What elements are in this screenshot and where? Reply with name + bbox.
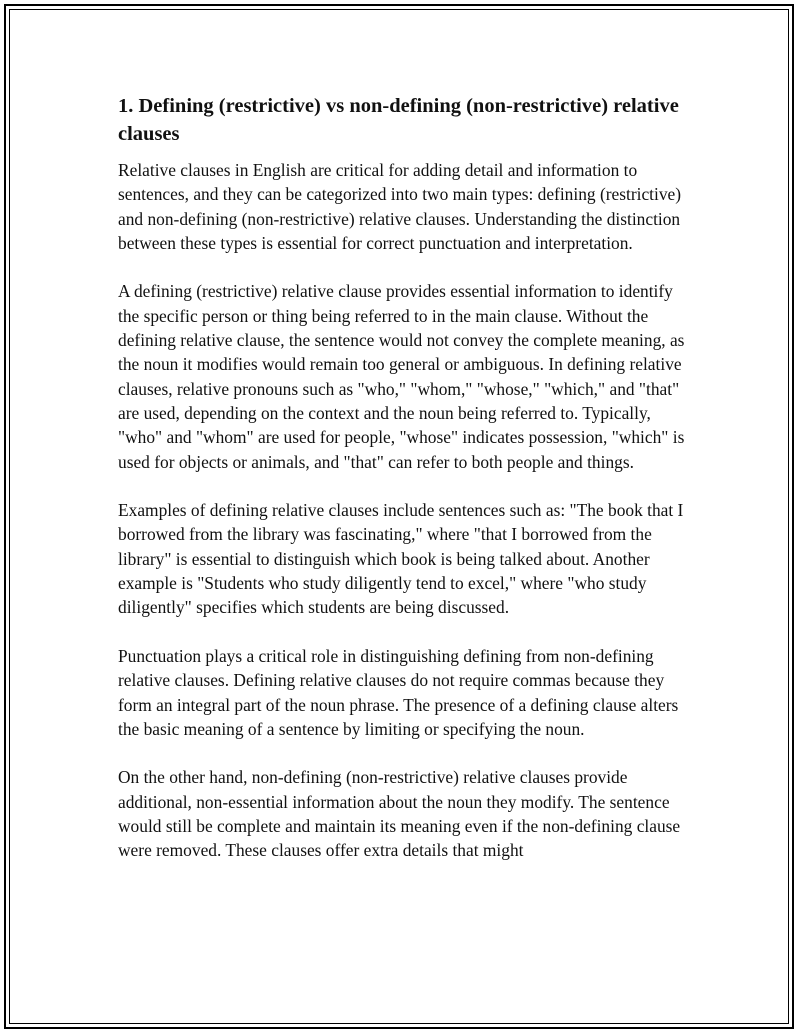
section-heading: 1. Defining (restrictive) vs non-defining (non-restrictive) relative clauses: [118, 95, 679, 145]
paragraph-punctuation: Punctuation plays a critical role in distinguishing defining from non-defining relative clauses. Defining relative clauses do not require commas because they form an integral part of the noun phrase. The presence of a defining clause alters the basic meaning of a sentence by limiting or specifying the noun.: [118, 645, 679, 739]
paragraph-intro: Relative clauses in English are critical for adding detail and information to sentences, and they can be categorized into two main types: defining (restrictive) and non-defining (non-restrictive) relative clauses. Understanding the distinction between these types is essential for correct punctuation and interpretation.: [118, 160, 682, 253]
paragraph-defining-clause: A defining (restrictive) relative clause provides essential information to identify the specific person or thing being referred to in the main clause. Without the defining relative clause, the sentence would not convey the complete meaning, as the noun it modifies would remain too general or ambiguous. In defining relative clauses, relative pronouns such as "who," "whom," "whose," "which," and "that" are used, depending on the context and the noun being referred to. Typically, "who" and "whom" are used for people, "whose" indicates possession, "which" is used for objects or animals, and "that" can refer to both people and things.: [118, 281, 685, 472]
document-body: [118, 92, 698, 887]
paragraph-non-defining: On the other hand, non-defining (non-restrictive) relative clauses provide additional, non-essential information about the noun they modify. The sentence would still be complete and maintain its meaning even if the non-defining clause were removed. These clauses offer extra details that might: [118, 767, 681, 861]
paragraph-examples: Examples of defining relative clauses include sentences such as: "The book that I borrowed from the library was fascinating," where "that I borrowed from the library" is essential to distinguish which book is being talked about. Another example is "Students who study diligently tend to excel," where "who study diligently" specifies which students are being discussed.: [118, 500, 684, 618]
